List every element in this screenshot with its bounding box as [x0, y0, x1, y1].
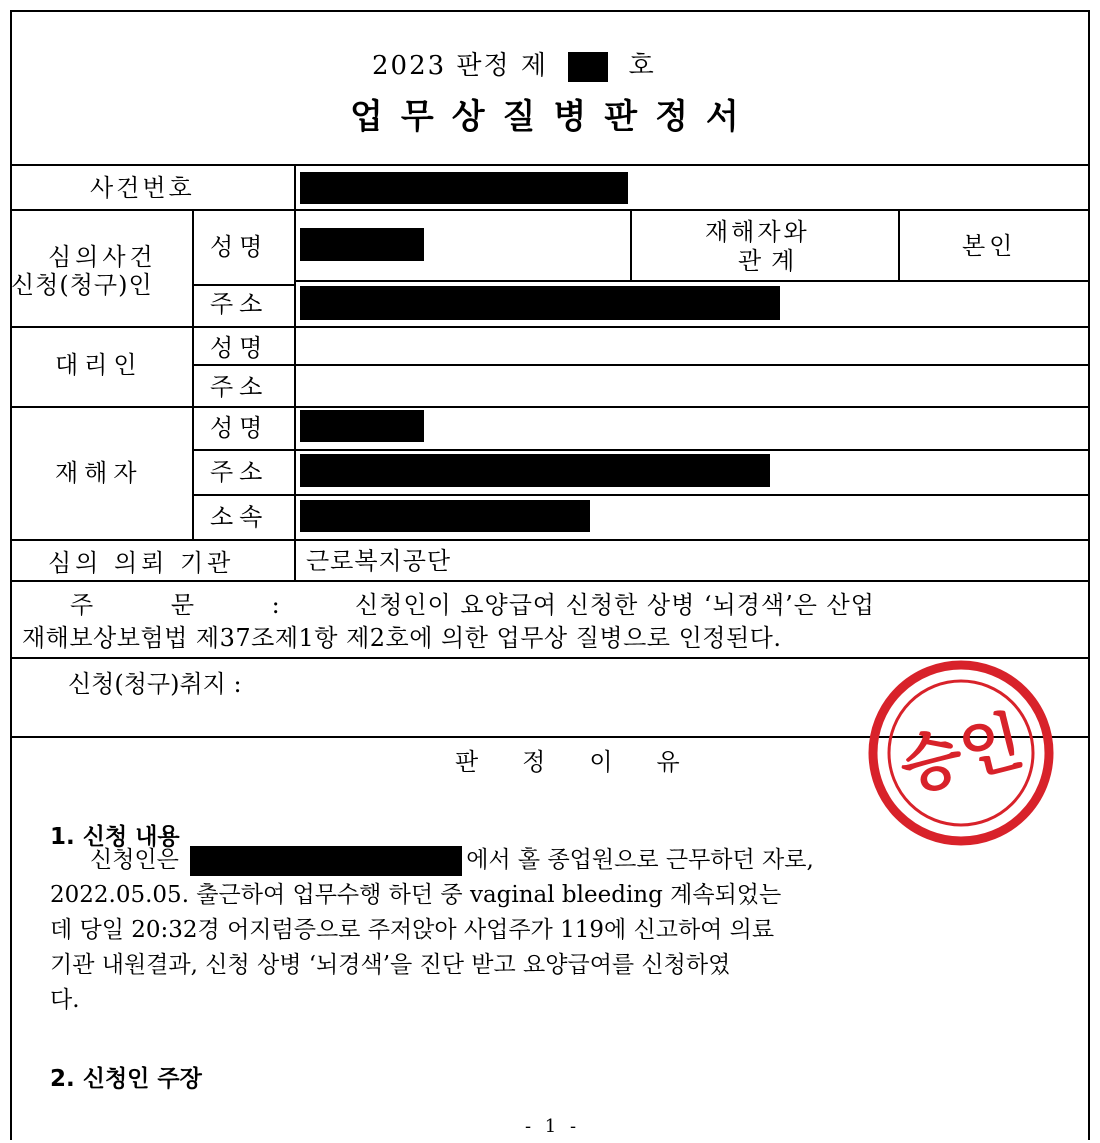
- name-label: 성명: [210, 233, 269, 261]
- body-line: 데 당일 20:32경 어지럼증으로 주저앉아 사업주가 119에 신고하여 의료: [50, 917, 775, 943]
- applicant-group-label: 심의사건: [48, 243, 157, 271]
- redaction-box: [300, 454, 770, 487]
- body-line: 다.: [50, 987, 80, 1013]
- decision-text-line1: 신청인이 요양급여 신청한 상병 ‘뇌경색’은 산업: [355, 591, 875, 619]
- relation-value: 본인: [962, 232, 1017, 260]
- section-heading: 1. 신청 내용: [50, 824, 180, 850]
- case-number-line: [372, 52, 656, 82]
- case-no-label: 사건번호: [90, 174, 195, 202]
- rule: [192, 209, 194, 326]
- body-line: [50, 843, 1050, 878]
- body-text-prefix: 신청인은: [90, 847, 179, 873]
- redaction-box: [190, 846, 462, 876]
- redaction-box: [300, 410, 424, 442]
- rule: [12, 406, 1088, 408]
- body-line: 기관 내원결과, 신청 상병 ‘뇌경색’을 진단 받고 요양급여를 신청하였: [50, 952, 731, 978]
- section-body: [50, 843, 1050, 1018]
- rule: [192, 494, 1088, 496]
- victim-label: 재해자: [55, 459, 143, 487]
- relation-label: 재해자와: [705, 218, 810, 246]
- redaction-box: [300, 172, 628, 204]
- body-line: 2022.05.05. 출근하여 업무수행 하던 중 vaginal bleeding 계속되었는: [50, 882, 782, 908]
- page-number: - 1 -: [525, 1116, 581, 1137]
- rule: [12, 326, 1088, 328]
- rule: [192, 406, 194, 539]
- address-label: 주소: [210, 290, 269, 318]
- rule: [296, 280, 1088, 282]
- section-heading: 2. 신청인 주장: [50, 1066, 202, 1092]
- redaction-box: [300, 286, 780, 320]
- case-number-suffix: 호: [628, 51, 656, 81]
- requesting-org-label: 심의 의뢰 기관: [48, 549, 235, 577]
- rule: [192, 326, 194, 406]
- rule: [630, 209, 632, 282]
- rule: [294, 164, 296, 582]
- name-label: 성명: [210, 334, 269, 362]
- claim-purpose-label: 신청(청구)취지 :: [68, 670, 242, 698]
- rule: [12, 164, 1088, 166]
- address-label: 주소: [210, 373, 269, 401]
- redaction-box: [300, 228, 424, 261]
- affiliation-label: 소속: [210, 503, 269, 531]
- rule: [192, 364, 1088, 366]
- name-label: 성명: [210, 414, 269, 442]
- body-text-suffix: 에서 홀 종업원으로 근무하던 자로,: [466, 847, 814, 873]
- stamp-text: 승인: [892, 704, 1031, 806]
- rule: [12, 209, 1088, 211]
- rule: [12, 580, 1088, 582]
- requesting-org-value: 근로복지공단: [306, 547, 452, 575]
- decision-label: 주 문 :: [70, 591, 280, 619]
- redaction-box: [568, 52, 608, 82]
- address-label: 주소: [210, 458, 269, 486]
- rule: [192, 449, 1088, 451]
- decision-text-line2: 재해보상보험법 제37조제1항 제2호에 의한 업무상 질병으로 인정된다.: [22, 624, 782, 652]
- rule: [12, 539, 1088, 541]
- redaction-box: [300, 500, 590, 532]
- reasons-title: 판정이유: [455, 748, 724, 776]
- relation-label: 관계: [738, 247, 805, 275]
- approval-stamp-icon: [866, 658, 1056, 848]
- applicant-group-label: 신청(청구)인: [11, 271, 153, 299]
- document-title: 업무상질병판정서: [350, 97, 757, 137]
- case-number-prefix: 2023 판정 제: [372, 51, 549, 81]
- agent-label: 대리인: [55, 351, 143, 379]
- rule: [192, 284, 296, 286]
- rule: [898, 209, 900, 282]
